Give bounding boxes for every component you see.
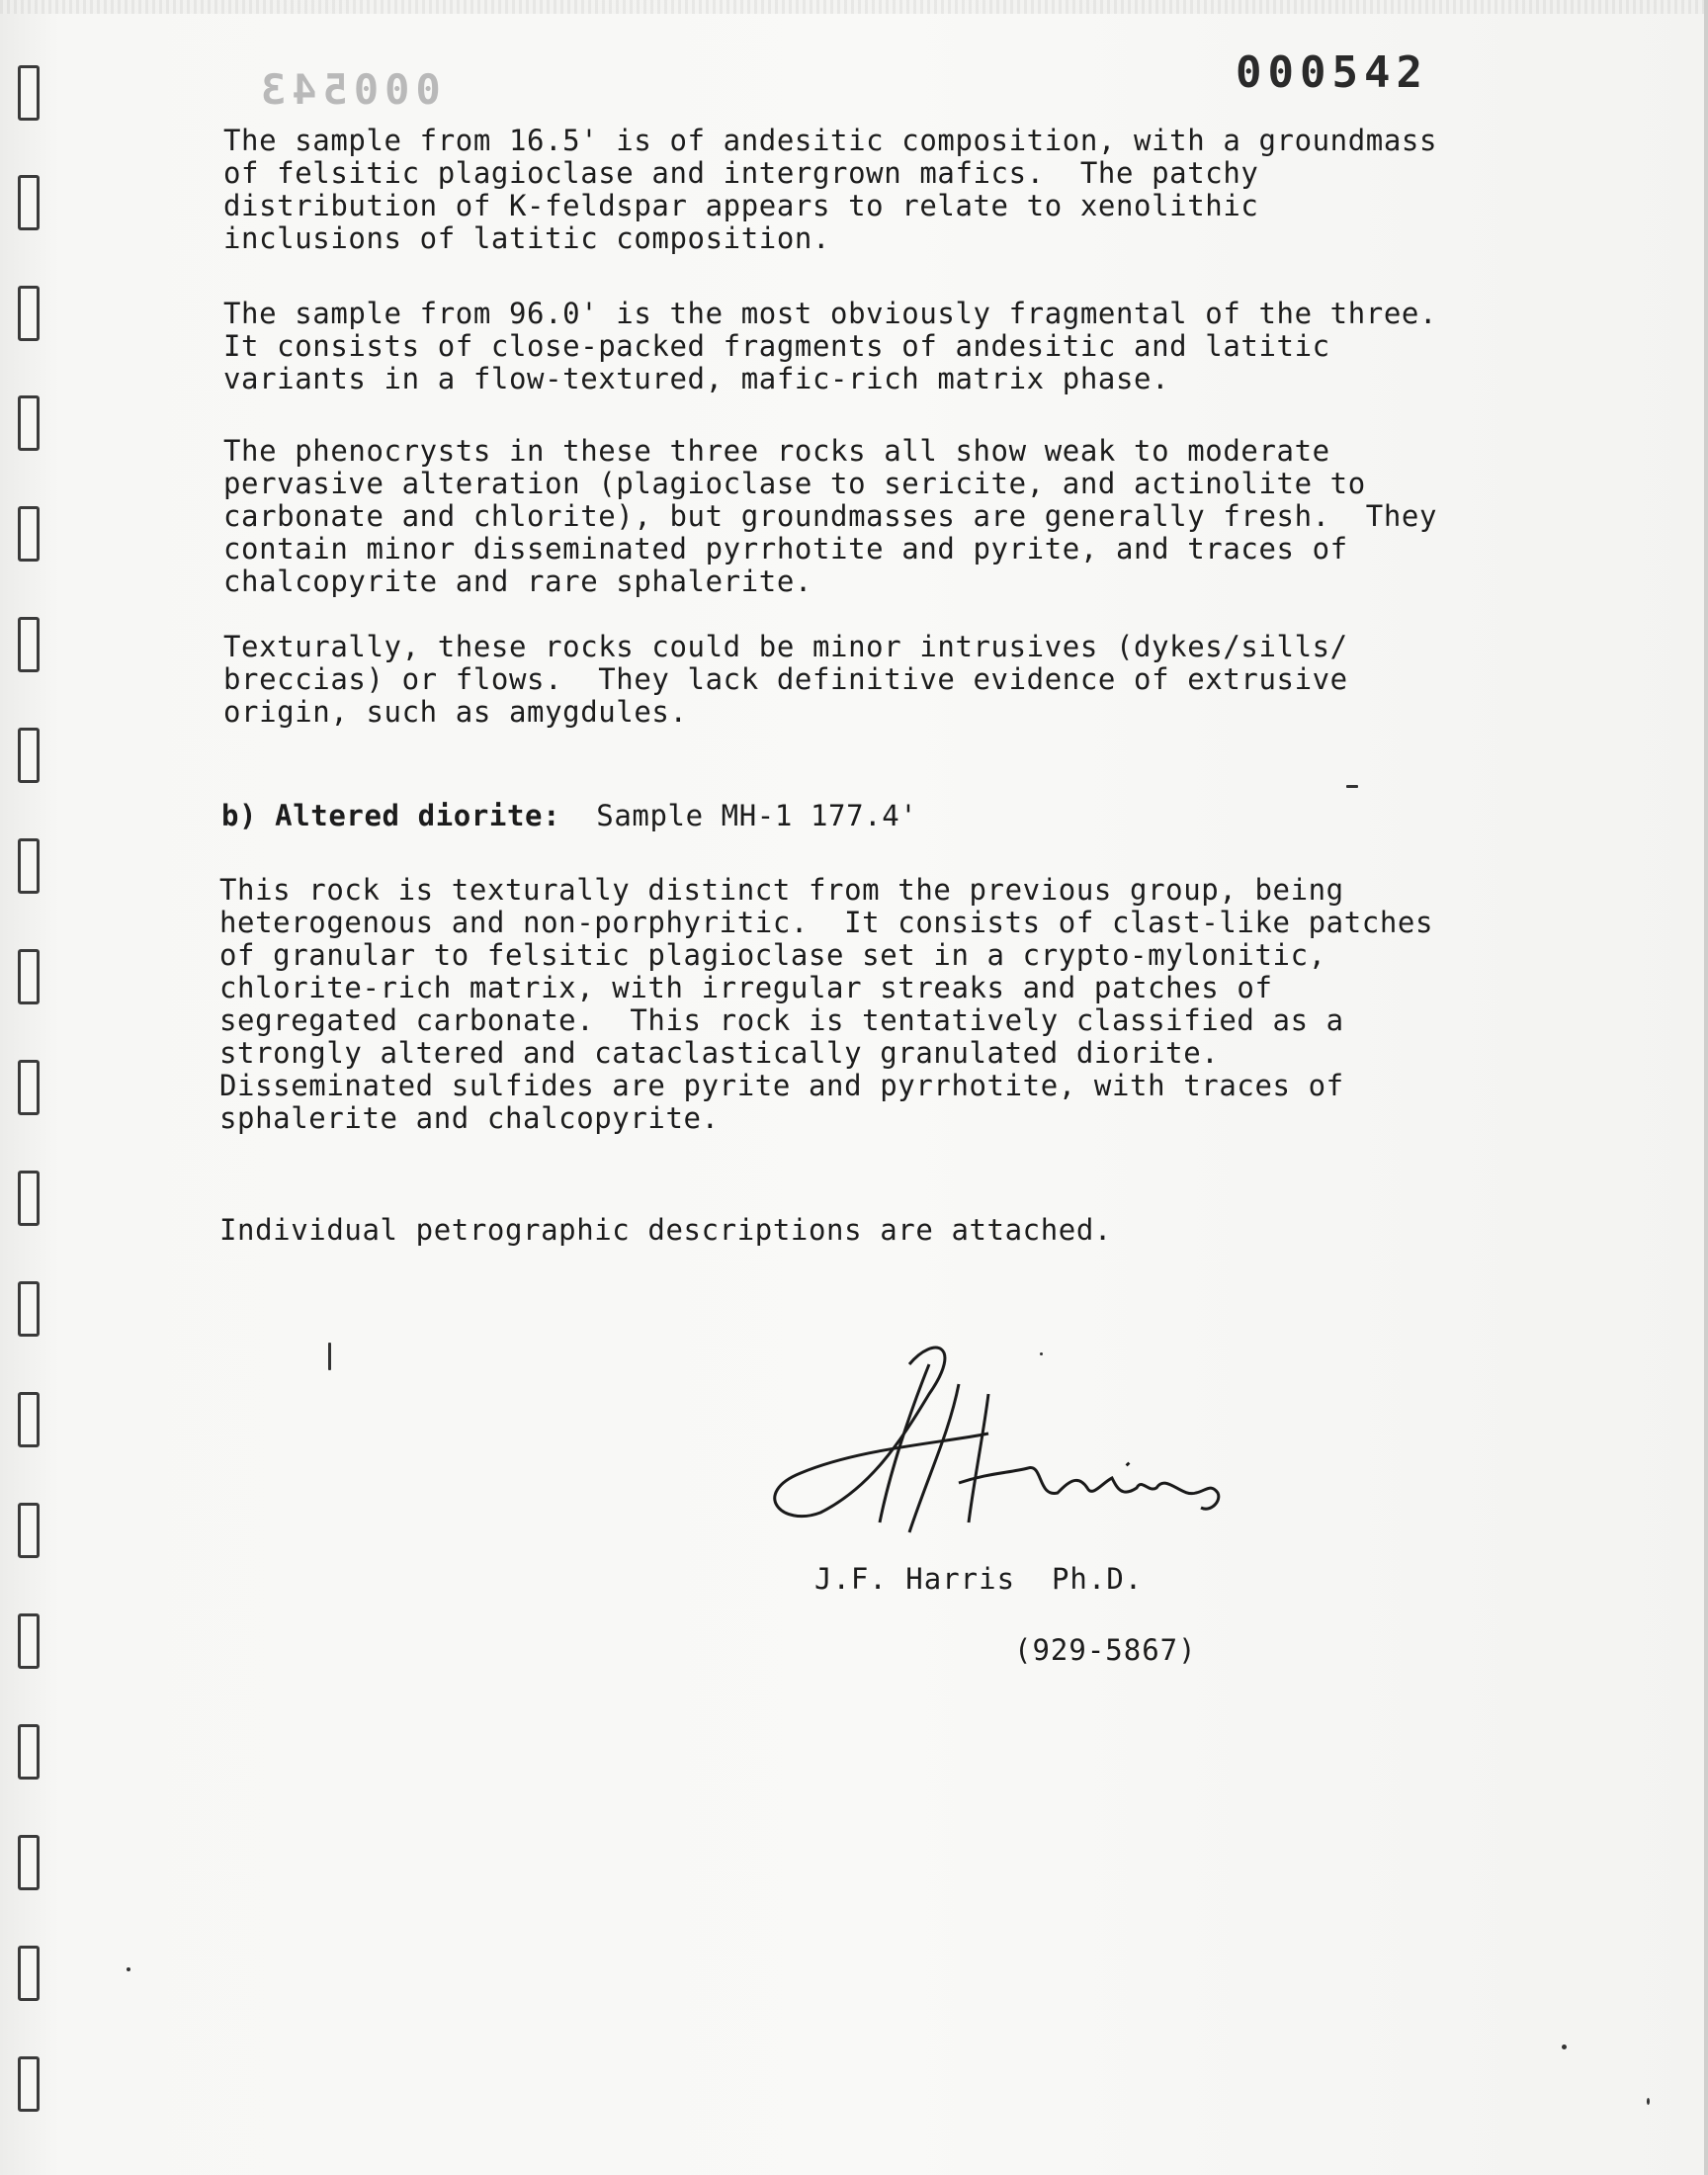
punch-hole xyxy=(18,175,40,230)
scan-right-edge xyxy=(1704,0,1708,2175)
page-number-stamp: 000542 xyxy=(1236,47,1428,98)
scan-speck xyxy=(127,1967,130,1971)
handwritten-signature xyxy=(761,1325,1275,1552)
scan-speck xyxy=(1562,2044,1567,2049)
punch-hole xyxy=(18,65,40,121)
section-b-sample: Sample MH-1 177.4' xyxy=(596,799,918,832)
scan-top-edge xyxy=(0,0,1708,14)
punch-hole xyxy=(18,1946,40,2001)
section-b-label: b) Altered diorite: xyxy=(221,799,561,832)
paragraph-sample-16-5: The sample from 16.5' is of andesitic composition, with a groundmass of felsitic plagioclase and intergrown mafics. The patchy distribution of K-feldspar appears to relate to xenolithic inclusions of latitic composition. xyxy=(223,124,1438,255)
punch-hole xyxy=(18,395,40,451)
punch-hole xyxy=(18,1613,40,1669)
punch-hole xyxy=(18,1060,40,1115)
punch-hole xyxy=(18,838,40,894)
punch-hole xyxy=(18,1724,40,1780)
punch-hole xyxy=(18,617,40,672)
signatory-phone: (929-5867) xyxy=(1014,1633,1197,1667)
punch-hole xyxy=(18,1835,40,1890)
punch-hole xyxy=(18,1503,40,1558)
bleed-through-page-number: 000543 xyxy=(255,65,441,114)
punch-hole xyxy=(18,1171,40,1226)
punch-hole xyxy=(18,1392,40,1447)
punch-hole xyxy=(18,1281,40,1337)
scan-speck xyxy=(1647,2098,1650,2105)
paragraph-attached-note: Individual petrographic descriptions are attached. xyxy=(219,1213,1112,1247)
punch-hole xyxy=(18,506,40,562)
punch-hole xyxy=(18,949,40,1004)
paragraph-phenocrysts: The phenocrysts in these three rocks all show weak to moderate pervasive alteration (plagioclase to sericite, and actinolite to carbonate and chlorite), but groundmasses are generally fresh. They contain minor disseminated pyrrhotite and pyrite, and traces of chalcopyrite and rare sphalerite. xyxy=(223,434,1438,598)
paragraph-altered-diorite: This rock is texturally distinct from the previous group, being heterogenous and non-porphyritic. It consists of clast-like patches of granular to felsitic plagioclase set in a crypto-mylonitic, chlorite-rich matrix, with irregular streaks and patches of segregated carbonate. This rock is tentatively classified as a strongly altered and cataclastically granulated diorite. Disseminated sulfides are pyrite and pyrrhotite, with traces of sphalerite and chalcopyrite. xyxy=(219,873,1434,1135)
punch-hole xyxy=(18,728,40,783)
punch-hole xyxy=(18,2056,40,2112)
scan-speck xyxy=(1040,1352,1043,1355)
scan-mark xyxy=(1346,785,1358,788)
section-b-heading xyxy=(221,799,917,832)
paragraph-sample-96-0: The sample from 96.0' is the most obviously fragmental of the three. It consists of close-packed fragments of andesitic and latitic variants in a flow-textured, mafic-rich matrix phase. xyxy=(223,297,1438,395)
signatory-name: J.F. Harris Ph.D. xyxy=(814,1562,1144,1596)
punch-hole xyxy=(18,286,40,341)
scan-mark xyxy=(328,1343,331,1370)
paragraph-texturally: Texturally, these rocks could be minor intrusives (dykes/sills/ breccias) or flows. They lack definitive evidence of extrusive origin, such as amygdules. xyxy=(223,630,1348,729)
